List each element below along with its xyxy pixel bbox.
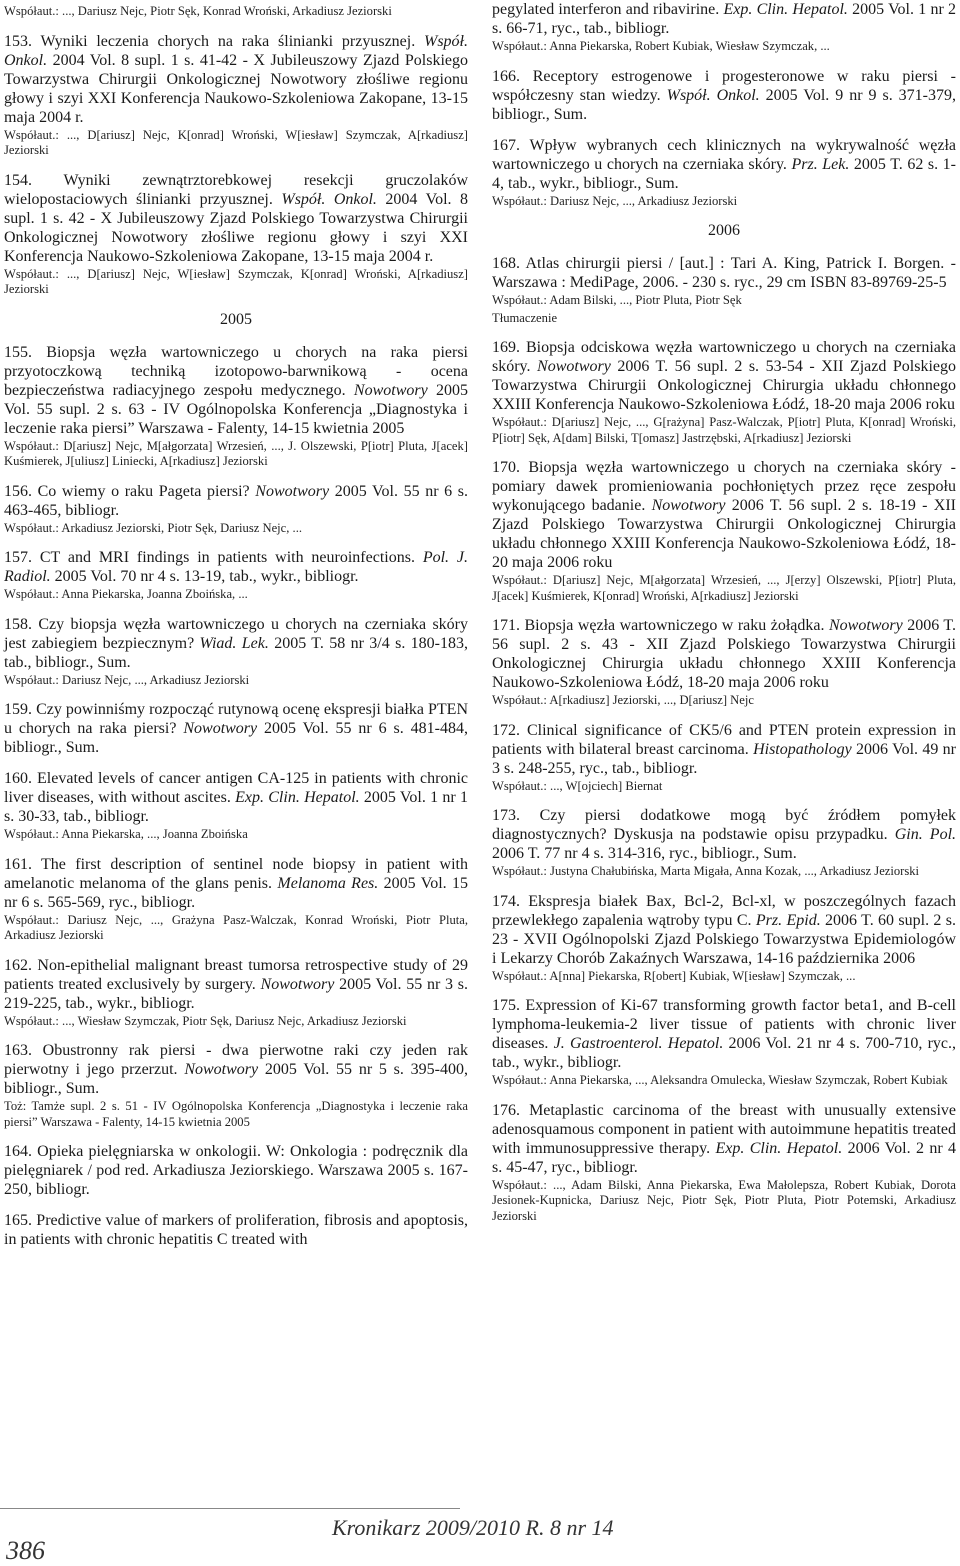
coauthors: Współaut.: Adam Bilski, ..., Piotr Pluta, Piotr Sęk	[492, 293, 742, 307]
entry-155: 155. Biopsja węzła wartowniczego u chorych na raka piersi przyotoczkową techniką izotopowo-barwnikową - ocena bezpieczeństwa radiacyjnego zespołu medycznego. Nowotwory 2005 Vol. 55 supl. 2 s. 63 - IV Ogólnopolska Konferencja „Diagnostyka i leczenie raka piersi” Warszawa - Falenty, 14-15 kwietnia 2005	[4, 343, 469, 437]
left-column	[4, 0, 468, 1249]
coauthors: Współaut.: Arkadiusz Jeziorski, Piotr Sęk, Dariusz Nejc, ...	[4, 520, 302, 535]
entry-162: 162. Non-epithelial malignant breast tumorsa retrospective study of 29 patients treated exclusively by surgery. Nowotwory 2005 Vol. 55 nr 3 s. 219-225, tab., wykr., bibliogr.	[4, 956, 469, 1012]
coauthors: Współaut.: ..., Dariusz Nejc, Piotr Sęk, Konrad Wroński, Arkadiusz Jeziorski	[4, 4, 392, 18]
entry-173: 173. Czy piersi dodatkowe mogą być źródłem pomyłek diagnostycznych? Dyskusja na podstawie opisu przypadku. Gin. Pol. 2006 T. 77 nr 4 s. 314-316, ryc., bibliogr., Sum.	[492, 807, 957, 862]
coauthors: Współaut.: Dariusz Nejc, ..., Arkadiusz Jeziorski	[4, 672, 250, 687]
entry-158: 158. Czy biopsja węzła wartowniczego u chorych na czerniaka skóry jest zabiegiem bezpiecznym? Wiad. Lek. 2005 T. 58 nr 3/4 s. 180-183, tab., bibliogr., Sum.	[4, 615, 469, 671]
entry-156: 156. Co wiemy o raku Pageta piersi? Nowotwory 2005 Vol. 55 nr 6 s. 463-465, bibliogr.	[4, 482, 468, 519]
right-column	[492, 0, 956, 1236]
entry-165-continued: pegylated interferon and ribavirine. Exp. Clin. Hepatol. 2005 Vol. 1 nr 2 s. 66-71, ryc., tab., bibliogr.	[492, 1, 956, 37]
entry-153: 153. Wyniki leczenia chorych na raka ślinianki przyusznej. Współ. Onkol. 2004 Vol. 8 supl. 1 s. 41-42 - X Jubileuszowy Zjazd Polskiego Towarzystwa Chirurgii Onkologicznej Nowotwory złośliwe regionu głowy i szyi XXI Konferencja Naukowo-Szkoleniowa Zakopane, 13-15 maja 2004 r.	[4, 32, 468, 126]
year-heading: 2006	[708, 222, 740, 239]
coauthors: Współaut.: D[ariusz] Nejc, ..., G[rażyna] Pasz-Walczak, P[iotr] Pluta, K[onrad] Wroński, P[iotr] Sęk, A[dam] Bilski, T[omasz] Jastrzębski, A[rkadiusz] Jeziorski	[492, 415, 956, 445]
entry-166: 166. Receptory estrogenowe i progesteronowe w raku piersi - współczesny stan wiedzy. Współ. Onkol. 2005 Vol. 9 nr 9 s. 371-379, bibliogr., Sum.	[492, 67, 956, 123]
entry-164: 164. Opieka pielęgniarska w onkologii. W: Onkologia : podręcznik dla pielęgniarek / pod red. Arkadiusza Jeziorskiego. Warszawa 2005 s. 167-250, bibliogr.	[4, 1143, 468, 1198]
entry-176: 176. Metaplastic carcinoma of the breast with unusually extensive adenosquamous component in patient with autoimmune hepatitis treated with immunosuppressive therapy. Exp. Clin. Hepatol. 2006 Vol. 2 nr 4 s. 45-47, ryc., bibliogr.	[492, 1101, 957, 1176]
entry-171: 171. Biopsja węzła wartowniczego w raku żołądka. Nowotwory 2006 T. 56 supl. 2 s. 43 - XII Zjazd Polskiego Towarzystwa Chirurgii Onkologicznej Chirurgia układu chłonnego XXIII Konferencja Naukowo-Szkoleniowa Łódź, 18-20 maja 2006 roku	[492, 617, 957, 691]
entry-163: 163. Obustronny rak piersi - dwa pierwotne raki czy jeden rak pierwotny i jego przerzut. Nowotwory 2005 Vol. 55 nr 5 s. 395-400, bibliogr., Sum.	[4, 1042, 468, 1097]
entry-160: 160. Elevated levels of cancer antigen CA-125 in patients with chronic liver diseases, with without ascites. Exp. Clin. Hepatol. 2005 Vol. 1 nr 1 s. 30-33, tab., bibliogr.	[4, 770, 469, 825]
coauthors: Współaut.: D[ariusz] Nejc, M[ałgorzata] Wrzesień, ..., J. Olszewski, P[iotr] Pluta, J[acek] Kuśmierek, J[uliusz] Liniecki, A[rkadiusz] Jeziorski	[4, 438, 468, 468]
year-heading: 2005	[220, 310, 252, 328]
coauthors: Współaut.: Anna Piekarska, Robert Kubiak, Wiesław Szymczak, ...	[492, 39, 830, 53]
coauthors: Współaut.: Dariusz Nejc, ..., Grażyna Pasz-Walczak, Konrad Wroński, Piotr Pluta, Arkadiusz Jeziorski	[4, 912, 468, 942]
coauthors: Współaut.: ..., W[ojciech] Biernat	[492, 778, 663, 793]
coauthors: Współaut.: ..., Wiesław Szymczak, Piotr Sęk, Dariusz Nejc, Arkadiusz Jeziorski	[4, 1013, 407, 1028]
coauthors: Współaut.: Anna Piekarska, ..., Joanna Zboińska	[4, 827, 248, 841]
entry-167: 167. Wpływ wybranych cech klinicznych na wykrywalność węzła wartowniczego u chorych na czerniaka skóry. Prz. Lek. 2005 T. 62 s. 1-4, tab., wykr., bibliogr., Sum.	[492, 136, 956, 192]
entry-161: 161. The first description of sentinel node biopsy in patient with amelanotic melanoma of the glans penis. Melanoma Res. 2005 Vol. 15 nr 6 s. 565-569, ryc., bibliogr.	[4, 855, 468, 911]
translation-note: Tłumaczenie	[492, 310, 558, 325]
entry-170: 170. Biopsja węzła wartowniczego u chorych na czerniaka skóry - pomiary dawek promieniowania pochłoniętych przez ręce zespołu wykonującego badanie. Nowotwory 2006 T. 56 supl. 2 s. 18-19 - XII Zjazd Polskiego Towarzystwa Chirurgii Onkologicznej Chirurgia układu chłonnego XXIII Konferencja Naukowo-Szkoleniowa Łódź, 18-20 maja 2006 roku	[492, 459, 957, 571]
coauthors: Współaut.: A[nna] Piekarska, R[obert] Kubiak, W[iesław] Szymczak, ...	[492, 968, 856, 983]
coauthors: Współaut.: ..., Adam Bilski, Anna Piekarska, Ewa Małolepsza, Robert Kubiak, Dorota Jesionek-Kupnicka, Dariusz Nejc, Piotr Sęk, Piotr Pluta, Piotr Potemski, Arkadiusz Jeziorski	[492, 1177, 956, 1223]
coauthors: Współaut.: Anna Piekarska, Joanna Zboińska, ...	[4, 587, 248, 601]
footer-divider	[0, 1508, 460, 1509]
entry-172: 172. Clinical significance of CK5/6 and PTEN protein expression in patients with bilateral breast carcinoma. Histopathology 2006 Vol. 49 nr 3 s. 248-255, ryc., tab., bibliogr.	[492, 721, 956, 777]
coauthors: Współaut.: ..., D[ariusz] Nejc, K[onrad] Wroński, W[iesław] Szymczak, A[rkadiusz] Jeziorski	[4, 127, 468, 157]
entry-165: 165. Predictive value of markers of proliferation, fibrosis and apoptosis, in patients with chronic hepatitis C treated with	[4, 1212, 468, 1248]
coauthors: Współaut.: Anna Piekarska, ..., Aleksandra Omulecka, Wiesław Szymczak, Robert Kubiak	[492, 1073, 948, 1087]
coauthors: Współaut.: A[rkadiusz] Jeziorski, ..., D[ariusz] Nejc	[492, 693, 754, 707]
entry-157: 157. CT and MRI findings in patients with neuroinfections. Pol. J. Radiol. 2005 Vol. 70 nr 4 s. 13-19, tab., wykr., bibliogr.	[4, 549, 469, 585]
entry-175: 175. Expression of Ki-67 transforming growth factor beta1, and B-cell lymphoma-leukemia-2 liver tissue of patients with chronic liver diseases. J. Gastroenterol. Hepatol. 2006 Vol. 21 nr 4 s. 700-710, ryc., tab., wykr., bibliogr.	[492, 997, 957, 1071]
entry-168: 168. Atlas chirurgii piersi / [aut.] : Tari A. King, Patrick I. Borgen. - Warszawa : MediPage, 2006. - 230 s. ryc., 29 cm ISBN 83-89769-25-5	[492, 255, 956, 291]
coauthors: Współaut.: D[ariusz] Nejc, M[ałgorzata] Wrzesień, ..., J[erzy] Olszewski, P[iotr] Pluta, J[acek] Kuśmierek, K[onrad] Wroński, A[rkadiusz] Jeziorski	[492, 573, 956, 603]
entry-159: 159. Czy powinniśmy rozpocząć rutynową ocenę ekspresji białka PTEN u chorych na raka piersi? Nowotwory 2005 Vol. 55 nr 6 s. 481-484, bibliogr., Sum.	[4, 701, 469, 756]
entry-169: 169. Biopsja odciskowa węzła wartowniczego u chorych na czerniaka skóry. Nowotwory 2006 T. 56 supl. 2 s. 53-54 - XII Zjazd Polskiego Towarzystwa Chirurgii Onkologicznej Chirurgia układu chłonnego XXIII Konferencja Naukowo-Szkoleniowa Łódź, 18-20 maja 2006 roku	[492, 339, 957, 413]
entry-174: 174. Ekspresja białek Bax, Bcl-2, Bcl-xl, w poszczególnych fazach przewlekłego zapalenia wątroby typu C. Prz. Epid. 2006 T. 60 supl. 2 s. 23 - XVII Ogólnopolski Zjazd Polskiego Towarzystwa Epidemiologów i Lekarzy Chorób Zakaźnych Warszawa, 14-16 października 2006	[492, 892, 956, 967]
entry-154: 154. Wyniki zewnątrztorebkowej resekcji gruczolaków wielopostaciowych ślinianki przyusznej. Współ. Onkol. 2004 Vol. 8 supl. 1 s. 42 - X Jubileuszowy Zjazd Polskiego Towarzystwa Chirurgii Onkologicznej Nowotwory złośliwe regionu głowy i szyi XXI Konferencja Naukowo-Szkoleniowa Zakopane, 13-15 maja 2004 r.	[4, 171, 468, 265]
coauthors: Współaut.: Dariusz Nejc, ..., Arkadiusz Jeziorski	[492, 193, 738, 208]
page-number: 386	[6, 1536, 45, 1565]
journal-footer: Kronikarz 2009/2010 R. 8 nr 14	[332, 1515, 614, 1540]
coauthors: Współaut.: ..., D[ariusz] Nejc, W[iesław] Szymczak, K[onrad] Wroński, A[rkadiusz] Jeziorski	[4, 266, 468, 296]
coauthors: Toż: Tamże supl. 2 s. 51 - IV Ogólnopolska Konferencja „Diagnostyka i leczenie raka piersi” Warszawa - Falenty, 14-15 kwietnia 2005	[4, 1099, 468, 1129]
coauthors: Współaut.: Justyna Chałubińska, Marta Migała, Anna Kozak, ..., Arkadiusz Jeziorski	[492, 864, 920, 878]
